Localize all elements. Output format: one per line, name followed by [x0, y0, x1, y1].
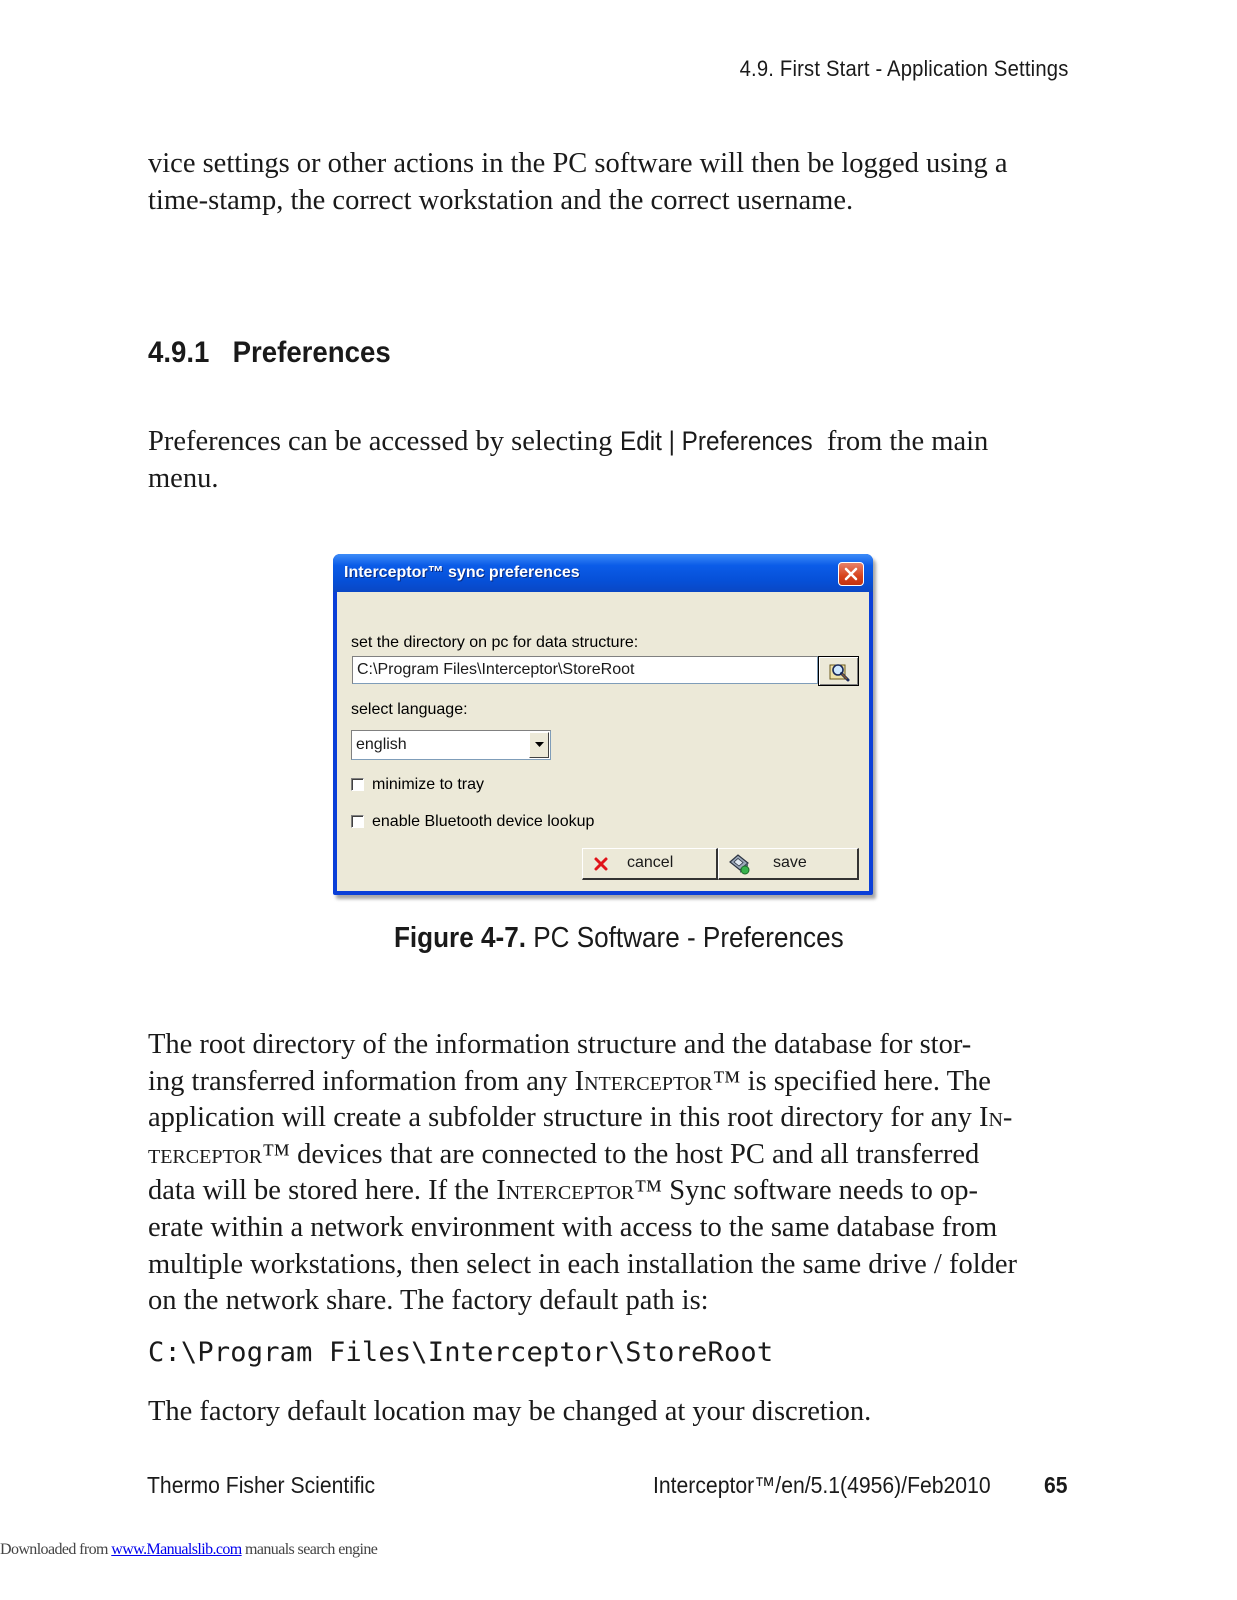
language-value: english — [356, 736, 407, 753]
footer-left: Thermo Fisher Scientific — [147, 1472, 376, 1498]
cancel-label: cancel — [627, 854, 674, 871]
red-x-icon — [593, 856, 609, 872]
language-label: select language: — [351, 701, 468, 718]
dialog-client-area — [337, 592, 869, 891]
cancel-button[interactable] — [582, 848, 718, 880]
access-line-2: menu. — [148, 462, 219, 494]
section-heading — [148, 336, 391, 370]
browse-button[interactable] — [818, 656, 859, 686]
figure-label: Figure 4-7. — [393, 922, 526, 954]
body-line-7: multiple workstations, then select in each installation the same drive / folder — [148, 1248, 1018, 1280]
manualslib-link[interactable]: www.Manualslib.com — [111, 1541, 242, 1558]
minimize-label: minimize to tray — [372, 776, 485, 793]
section-number: 4.9.1 — [148, 336, 210, 369]
download-prefix: Downloaded from — [0, 1541, 112, 1558]
language-select[interactable] — [351, 730, 551, 760]
magnifier-folder-icon — [829, 662, 851, 682]
body-line-5a: data will be stored here. If the — [148, 1175, 497, 1207]
access-text-before: Preferences can be accessed by selecting — [148, 426, 620, 457]
body-line-2c: ™ is specified here. The — [712, 1065, 991, 1097]
body-line-2a: ing transferred information from any — [148, 1065, 575, 1097]
access-paragraph — [148, 423, 1053, 497]
access-text-after: from the main — [819, 426, 989, 457]
bluetooth-label: enable Bluetooth device lookup — [372, 813, 595, 830]
body-line-5c: ™ Sync software needs to op- — [634, 1175, 978, 1207]
footer-center: Interceptor™/en/5.1(4956)/Feb2010 — [653, 1472, 991, 1498]
directory-label: set the directory on pc for data structure: — [351, 634, 639, 651]
dialog-title: Interceptor™ sync preferences — [344, 564, 580, 581]
figure-caption — [0, 922, 1237, 955]
intro-line-2: time-stamp, the correct workstation and the correct username. — [148, 184, 854, 216]
dialog-titlebar[interactable] — [333, 554, 873, 592]
figure-text: PC Software - Preferences — [525, 922, 844, 954]
body-line-4b: ™ devices that are connected to the host PC and all transferred — [262, 1138, 980, 1170]
closing-sentence: The factory default location may be changed at your discretion. — [148, 1396, 872, 1427]
product-name: Interceptor — [574, 1065, 713, 1097]
bluetooth-checkbox[interactable] — [351, 815, 364, 828]
save-label: save — [773, 854, 807, 871]
body-line-1: The root directory of the information structure and the database for stor- — [148, 1029, 972, 1060]
dropdown-button[interactable] — [529, 732, 549, 758]
running-head: 4.9. First Start - Application Settings — [740, 56, 1069, 81]
body-line-3a: application will create a subfolder structure in this root directory for any — [148, 1102, 979, 1134]
page-number: 65 — [1044, 1472, 1068, 1498]
product-name-split-1: In- — [978, 1102, 1013, 1134]
intro-paragraph — [148, 146, 1053, 219]
body-line-8: on the network share. The factory default path is: — [148, 1285, 709, 1317]
body-line-6: erate within a network environment with access to the same database from — [148, 1211, 998, 1243]
save-disk-icon — [727, 852, 751, 876]
close-button[interactable] — [838, 562, 864, 586]
section-title: Preferences — [232, 336, 391, 369]
download-suffix: manuals search engine — [241, 1541, 378, 1558]
minimize-checkbox[interactable] — [351, 778, 364, 791]
intro-line-1: vice settings or other actions in the PC software will then be logged using a — [148, 148, 1008, 179]
download-note — [0, 1541, 377, 1559]
product-name: Interceptor — [496, 1175, 635, 1207]
body-paragraph — [148, 1027, 1053, 1320]
close-icon — [844, 567, 858, 581]
default-path: C:\Program Files\Interceptor\StoreRoot — [148, 1337, 774, 1368]
save-button[interactable] — [718, 848, 859, 880]
chevron-down-icon — [535, 742, 544, 748]
directory-value: C:\Program Files\Interceptor\StoreRoot — [357, 661, 635, 678]
preferences-dialog — [333, 554, 873, 895]
menu-path: Edit | Preferences — [619, 426, 813, 456]
directory-input[interactable] — [352, 656, 818, 684]
product-name-split-2: terceptor — [148, 1138, 263, 1170]
